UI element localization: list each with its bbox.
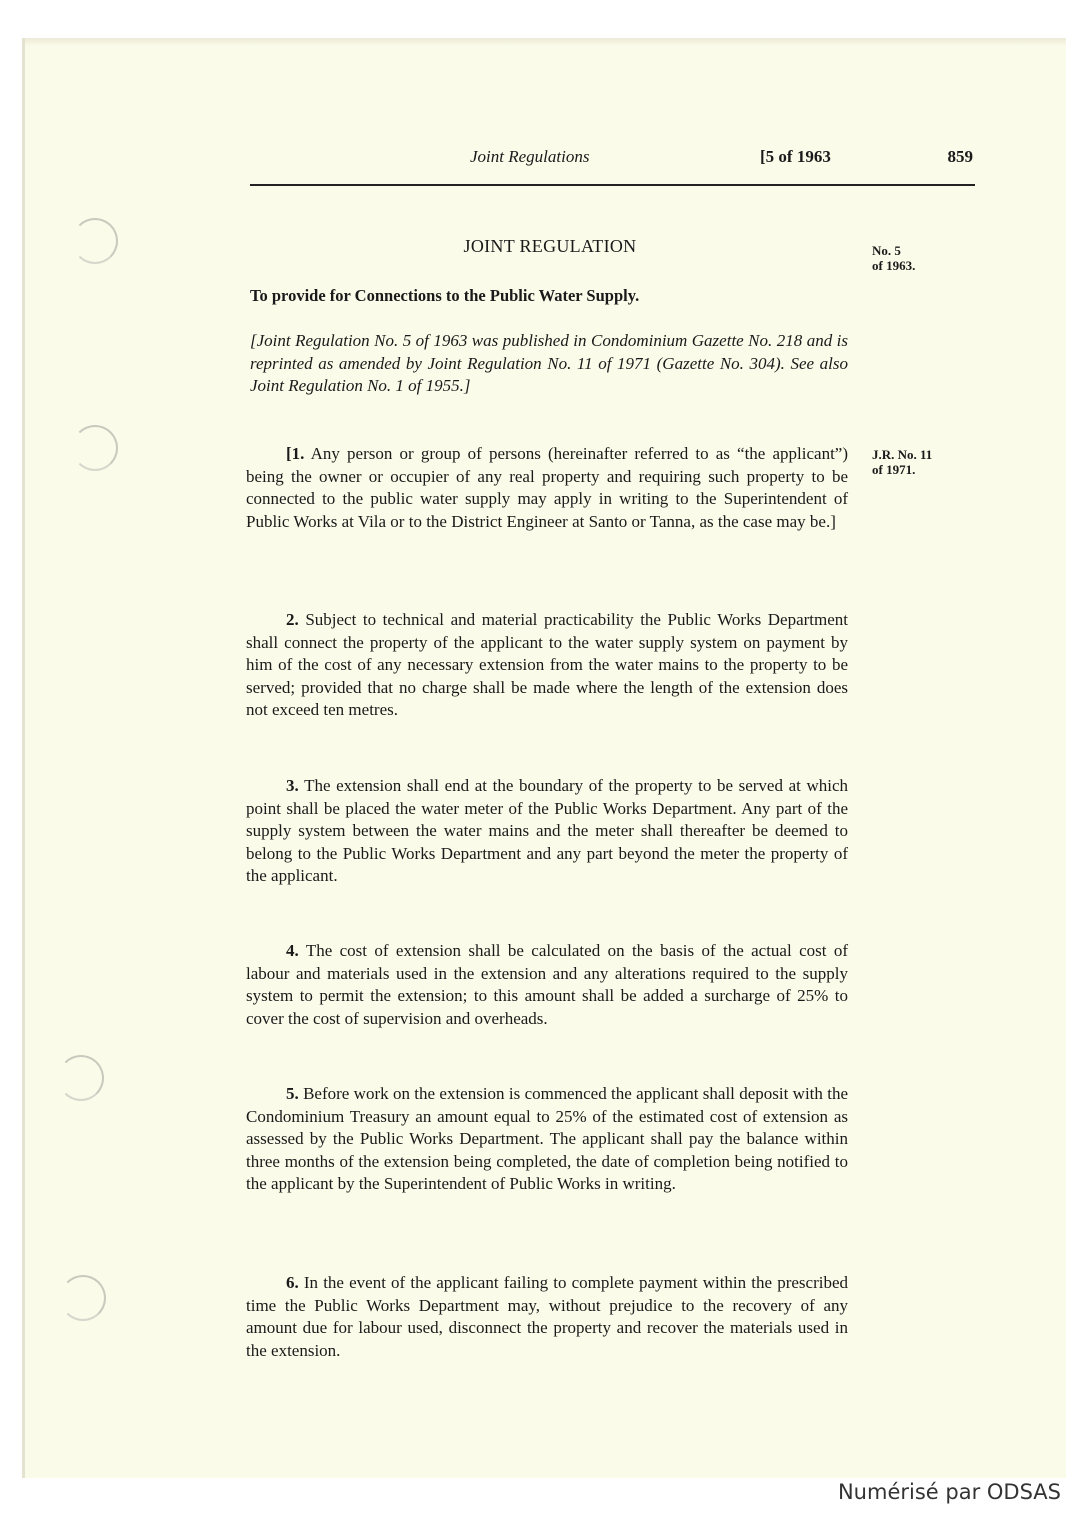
paragraph-4 [246, 940, 848, 1030]
paragraph-1 [246, 443, 848, 533]
paragraph-text: The cost of extension shall be calculated on the basis of the actual cost of labour and materials used in the extension and any alterations required to the supply system to permit the extension; to this amount shall be added a surcharge of 25% to cover the cost of supervision and overheads. [246, 941, 848, 1028]
paragraph-text: Before work on the extension is commenced the applicant shall deposit with the Condominium Treasury an amount equal to 25% of the estimated cost of extension as assessed by the Public Works Department. The applicant shall pay the balance within three months of the extension being completed, the date of completion being notified to the applicant by the Superintendent of Public Works in writing. [246, 1084, 849, 1194]
running-header [250, 147, 975, 173]
paragraph-text: In the event of the applicant failing to complete payment within the prescribed time the Public Works Department may, without prejudice to the recovery of any amount due for labour used, disconnect the property and recover the materials used in the extension. [246, 1273, 848, 1360]
punch-hole [72, 425, 118, 471]
punch-hole [58, 1055, 104, 1101]
scan-top-edge [22, 38, 1066, 46]
paragraph-number: 4. [286, 941, 299, 960]
header-rule [250, 184, 975, 186]
paragraph-text: Subject to technical and material practicability the Public Works Department shall connect the property of the applicant to the water supply system on payment by him of the cost of any necessary extension from the water mains to the property to be served; provided that no charge shall be made where the length of the extension does not exceed ten metres. [246, 610, 848, 720]
margin-note-regulation [872, 243, 915, 273]
paragraph-6 [246, 1272, 848, 1362]
punch-hole [60, 1275, 106, 1321]
paragraph-3 [246, 775, 848, 888]
regulation-subtitle: To provide for Connections to the Public Water Supply. [250, 286, 640, 305]
publication-note: [Joint Regulation No. 5 of 1963 was published in Condominium Gazette No. 218 and is reprinted as amended by Joint Regulation No. 11 of 1971 (Gazette No. 304). See also Joint Regulation No. 1 of 1955.] [250, 331, 848, 395]
margin-note-line: of 1963. [872, 258, 916, 273]
margin-note-line: No. 5 [872, 243, 901, 258]
digitization-credit: Numérisé par ODSAS [837, 1480, 1061, 1504]
punch-hole [72, 218, 118, 264]
paragraph-number: 2. [286, 610, 299, 629]
paragraph-5 [246, 1083, 848, 1196]
header-title: Joint Regulations [470, 147, 590, 166]
paragraph-number: 5. [286, 1084, 299, 1103]
paragraph-number: 6. [286, 1273, 299, 1292]
regulation-heading: JOINT REGULATION [463, 236, 637, 256]
paragraph-text: The extension shall end at the boundary of the property to be served at which point shall be placed the water meter of the Public Works Department. Any part of the supply system between the water mains and the meter shall thereafter be deemed to belong to the Public Works Department and any part beyond the meter the property of the applicant. [246, 776, 848, 886]
page-number: 859 [947, 147, 973, 166]
margin-note-amendment [872, 447, 932, 477]
paragraph-number: 3. [286, 776, 299, 795]
header-reference: [5 of 1963 [760, 147, 831, 166]
margin-note-line: J.R. No. 11 [872, 447, 933, 462]
paragraph-text: Any person or group of persons (hereinafter referred to as “the applicant”) being the owner or occupier of any real property and requiring such property to be connected to the public water supply may apply in writing to the Superintendent of Public Works at Vila or to the District Engineer at Santo or Tanna, as the case may be.] [246, 444, 849, 531]
paragraph-2 [246, 609, 848, 722]
paragraph-number: [1. [286, 444, 305, 463]
margin-note-line: of 1971. [872, 462, 916, 477]
scan-left-edge [22, 38, 25, 1478]
